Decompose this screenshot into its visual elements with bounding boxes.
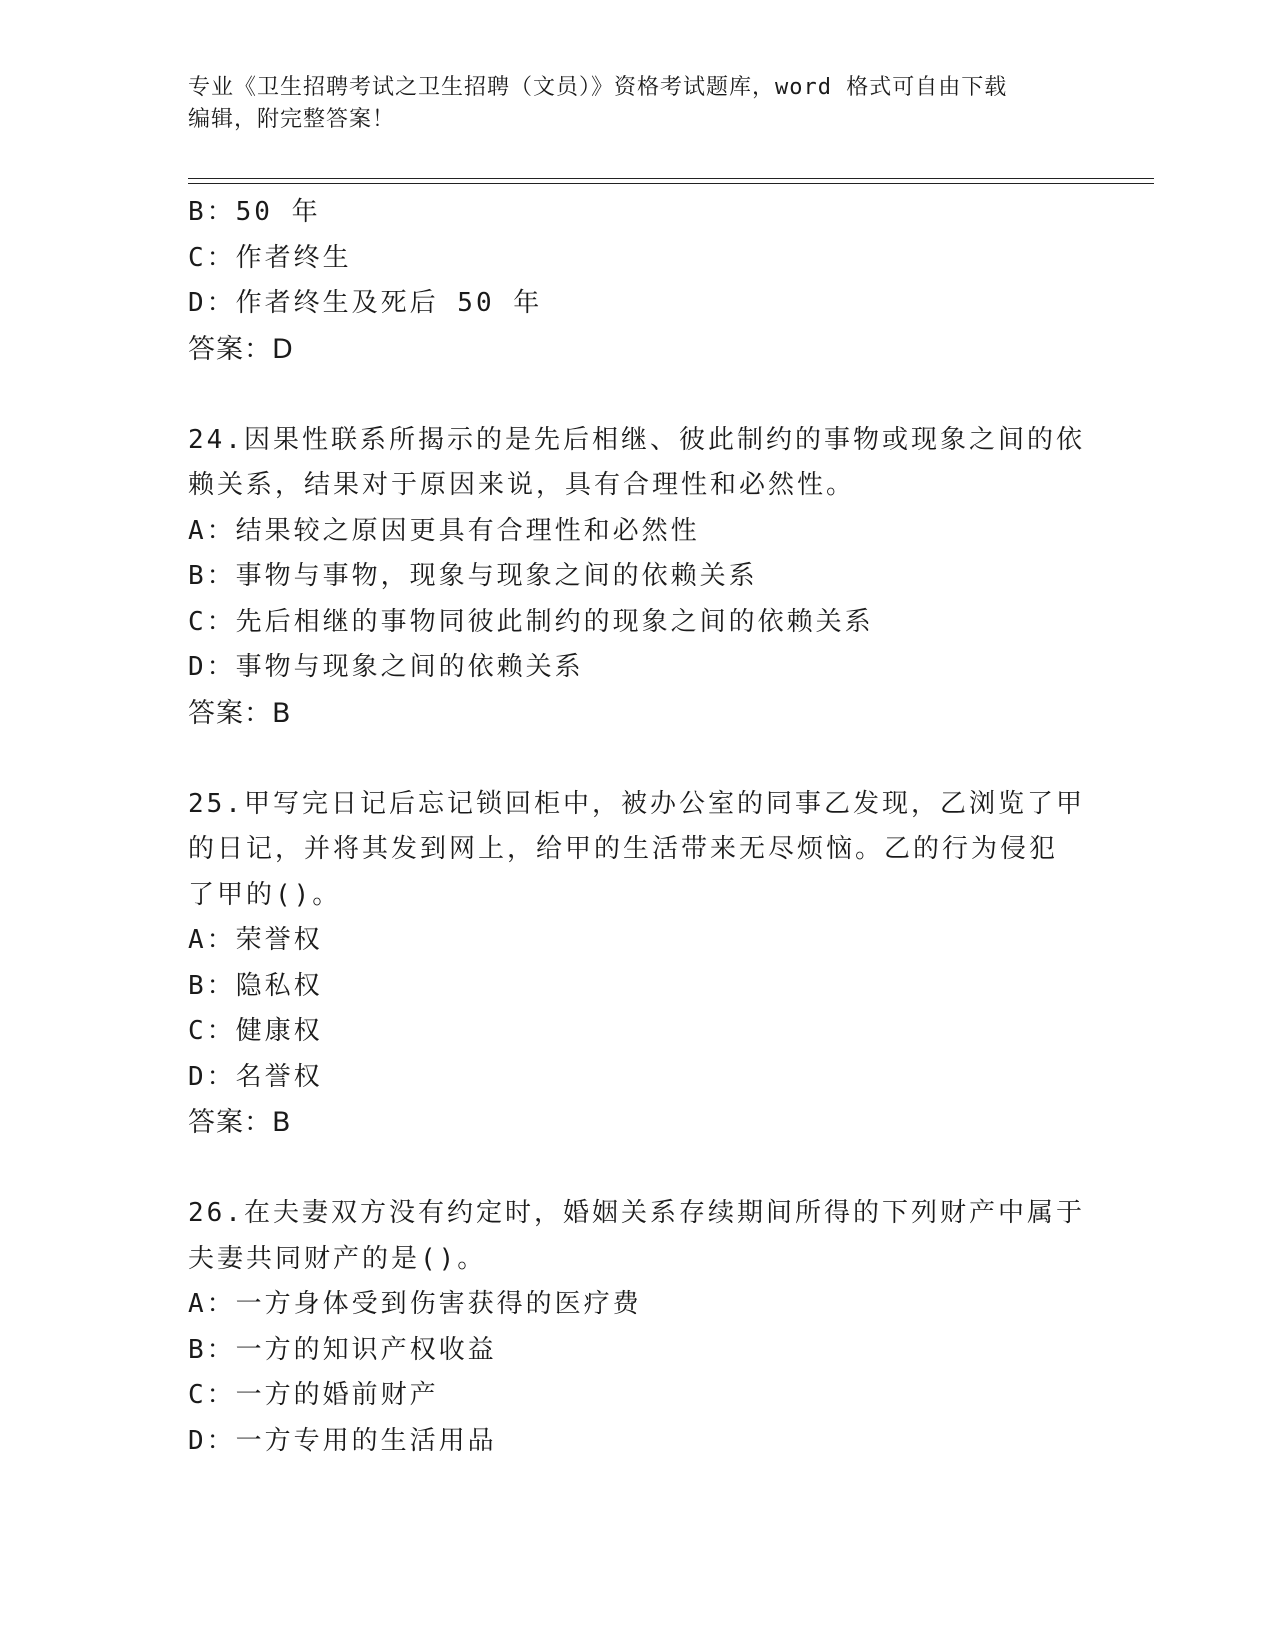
option-b: B：50 年 xyxy=(188,197,321,227)
option-b: B：隐私权 xyxy=(188,970,323,1001)
question-24 xyxy=(188,418,1088,737)
option-d: D：事物与现象之间的依赖关系 xyxy=(188,652,584,682)
option-d: D：一方专用的生活用品 xyxy=(188,1425,497,1456)
header-line-1: 专业《卫生招聘考试之卫生招聘（文员）》资格考试题库，word 格式可自由下载 xyxy=(188,75,1008,100)
question-text-line: 24.因果性联系所揭示的是先后相继、彼此制约的事物或现象之间的依 xyxy=(188,424,1085,455)
question-text-line: 25.甲写完日记后忘记锁回柜中，被办公室的同事乙发现，乙浏览了甲 xyxy=(188,788,1085,819)
option-c: C：先后相继的事物同彼此制约的现象之间的依赖关系 xyxy=(188,606,874,637)
spacer xyxy=(188,372,1088,418)
option-a: A：荣誉权 xyxy=(188,925,323,955)
option-c: C：一方的婚前财产 xyxy=(188,1380,439,1410)
option-d: D：名誉权 xyxy=(188,1061,323,1092)
question-text-line: 的日记，并将其发到网上，给甲的生活带来无尽烦恼。乙的行为侵犯 xyxy=(188,834,1059,864)
answer-line: 答案：D xyxy=(188,333,294,365)
option-d: D：作者终生及死后 50 年 xyxy=(188,288,543,318)
spacer xyxy=(188,1146,1088,1192)
spacer xyxy=(188,736,1088,782)
answer-line: 答案：B xyxy=(188,697,292,729)
question-26 xyxy=(188,1191,1088,1464)
answer-line: 答案：B xyxy=(188,1107,292,1138)
option-a: A：一方身体受到伤害获得的医疗费 xyxy=(188,1289,642,1319)
question-23-continued xyxy=(188,190,1088,372)
question-text-line: 了甲的()。 xyxy=(188,879,342,910)
option-b: B：一方的知识产权收益 xyxy=(188,1334,497,1365)
question-25 xyxy=(188,782,1088,1146)
question-content xyxy=(188,190,1088,1464)
header-divider-bottom xyxy=(188,183,1154,184)
document-header xyxy=(188,72,1088,136)
option-a: A：结果较之原因更具有合理性和必然性 xyxy=(188,515,700,546)
option-c: C：健康权 xyxy=(188,1016,323,1046)
option-b: B：事物与事物，现象与现象之间的依赖关系 xyxy=(188,561,758,591)
header-divider-top xyxy=(188,178,1154,179)
header-line-2: 编辑，附完整答案！ xyxy=(188,107,396,132)
question-text-line: 夫妻共同财产的是()。 xyxy=(188,1243,487,1274)
question-text-line: 26.在夫妻双方没有约定时，婚姻关系存续期间所得的下列财产中属于 xyxy=(188,1198,1085,1228)
question-text-line: 赖关系，结果对于原因来说，具有合理性和必然性。 xyxy=(188,470,856,500)
option-c: C：作者终生 xyxy=(188,242,352,273)
